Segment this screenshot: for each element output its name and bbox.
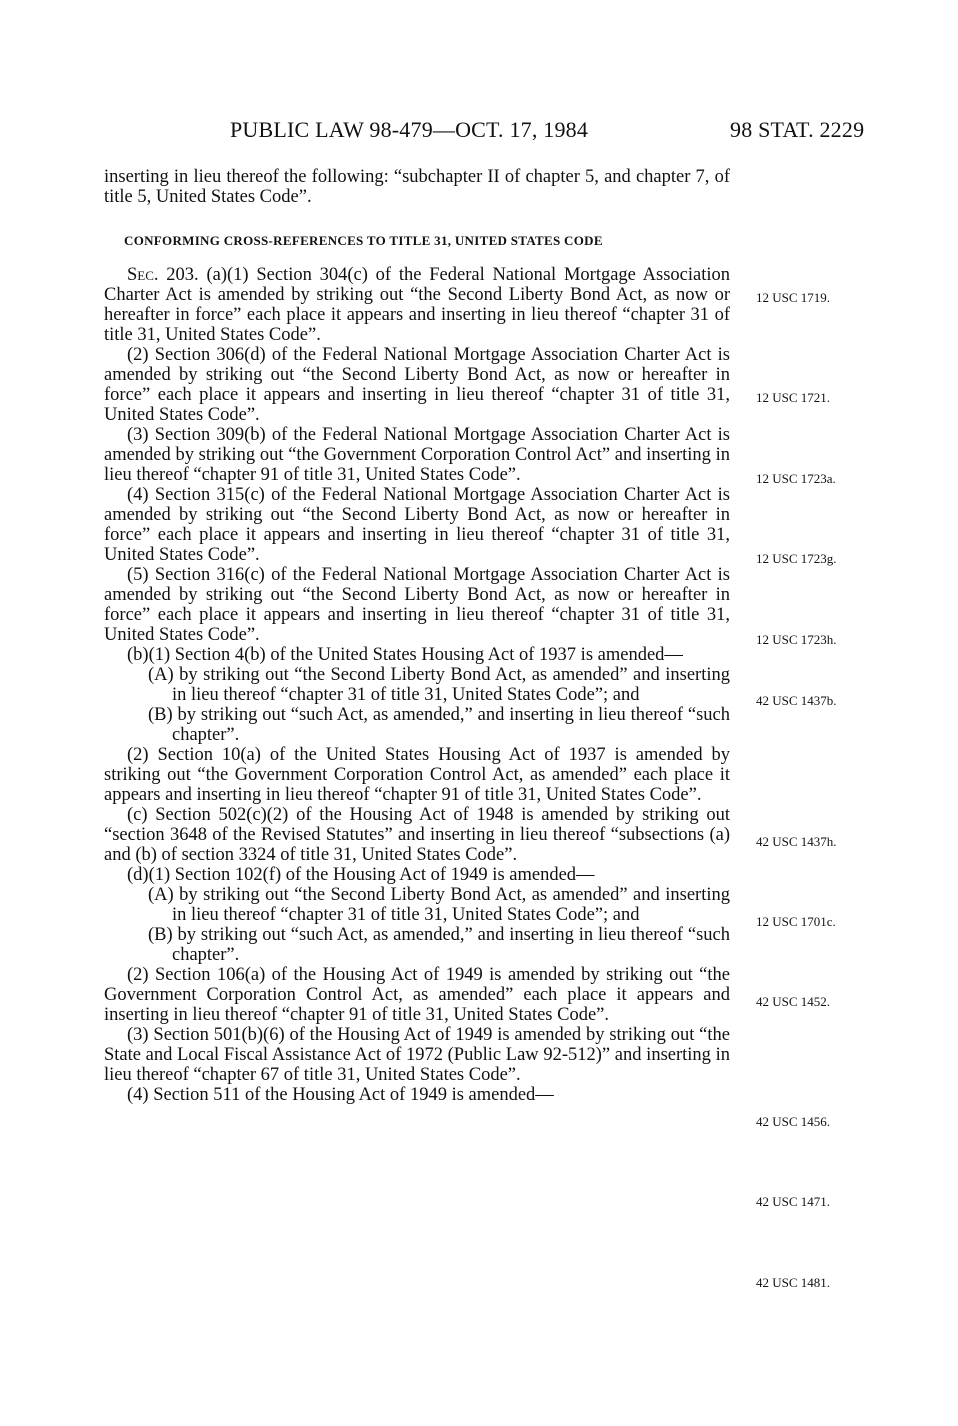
subparagraph: (B) by striking out “such Act, as amended,” and inserting in lieu thereof “such chapter”.: [148, 705, 730, 745]
paragraph: (c) Section 502(c)(2) of the Housing Act of 1948 is amended by striking out “section 3648 of the Revised Statutes” and inserting in lieu thereof “subsections (a) and (b) of section 3324 of title 31, United States Code”.: [104, 805, 730, 865]
section-body: [104, 265, 730, 1105]
intro-text: [104, 167, 730, 207]
margin-citation: 12 USC 1723g.: [756, 551, 837, 566]
margin-citation: 42 USC 1481.: [756, 1275, 831, 1290]
running-header: PUBLIC LAW 98-479—OCT. 17, 1984: [230, 117, 589, 142]
paragraph-text: (a)(1) Section 304(c) of the Federal National Mortgage Association Charter Act is amended by striking out “the Second Liberty Bond Act, as now or hereafter in force” each place it appears and inserting in lieu thereof “chapter 31 of title 31, United States Code”.: [104, 265, 730, 345]
subparagraph: (A) by striking out “the Second Liberty Bond Act, as amended” and inserting in lieu thereof “chapter 31 of title 31, United States Code”; and: [148, 885, 730, 925]
subparagraph: (B) by striking out “such Act, as amended,” and inserting in lieu thereof “such chapter”.: [148, 925, 730, 965]
paragraph: (5) Section 316(c) of the Federal National Mortgage Association Charter Act is amended by striking out “the Second Liberty Bond Act, as now or hereafter in force” each place it appears and inserting in lieu thereof “chapter 31 of title 31, United States Code”.: [104, 565, 730, 645]
paragraph: (d)(1) Section 102(f) of the Housing Act of 1949 is amended—: [127, 865, 595, 885]
subparagraph: (A) by striking out “the Second Liberty Bond Act, as amended” and inserting in lieu thereof “chapter 31 of title 31, United States Code”; and: [148, 665, 730, 705]
margin-citation: 42 USC 1471.: [756, 1194, 831, 1209]
paragraph: (3) Section 501(b)(6) of the Housing Act of 1949 is amended by striking out “the State and Local Fiscal Assistance Act of 1972 (Public Law 92-512)” and inserting in lieu thereof “chapter 67 of title 31, United States Code”.: [104, 1025, 730, 1085]
margin-citation: 12 USC 1719.: [756, 290, 831, 305]
section-label: Sec. 203.: [127, 265, 199, 285]
margin-citation: 42 USC 1437b.: [756, 693, 837, 708]
margin-citation: 42 USC 1452.: [756, 994, 831, 1009]
margin-citation: 12 USC 1723a.: [756, 471, 836, 486]
paragraph: (4) Section 511 of the Housing Act of 1949 is amended—: [127, 1085, 554, 1105]
paragraph: (4) Section 315(c) of the Federal National Mortgage Association Charter Act is amended by striking out “the Second Liberty Bond Act, as now or hereafter in force” each place it appears and inserting in lieu thereof “chapter 31 of title 31, United States Code”.: [104, 485, 730, 565]
margin-citation: 12 USC 1723h.: [756, 632, 837, 647]
paragraph: (b)(1) Section 4(b) of the United States Housing Act of 1937 is amended—: [127, 645, 683, 665]
margin-citation: 12 USC 1701c.: [756, 914, 836, 929]
paragraph: inserting in lieu thereof the following: “subchapter II of chapter 5, and chapter 7, of title 5, United States Code”.: [104, 167, 730, 207]
margin-citation: 12 USC 1721.: [756, 390, 831, 405]
paragraph: (3) Section 309(b) of the Federal National Mortgage Association Charter Act is amended by striking out “the Government Corporation Control Act” and inserting in lieu thereof “chapter 91 of title 31, United States Code”.: [104, 425, 730, 485]
margin-citation: 42 USC 1456.: [756, 1114, 831, 1129]
paragraph: (2) Section 10(a) of the United States Housing Act of 1937 is amended by striking out “the Government Corporation Control Act, as amended” each place it appears and inserting in lieu thereof “chapter 91 of title 31, United States Code”.: [104, 745, 730, 805]
section-heading: CONFORMING CROSS-REFERENCES TO TITLE 31, UNITED STATES CODE: [124, 233, 603, 248]
paragraph: (2) Section 306(d) of the Federal National Mortgage Association Charter Act is amended by striking out “the Second Liberty Bond Act, as now or hereafter in force” each place it appears and inserting in lieu thereof “chapter 31 of title 31, United States Code”.: [104, 345, 730, 425]
margin-citation: 42 USC 1437h.: [756, 834, 837, 849]
paragraph: [104, 265, 730, 345]
paragraph: (2) Section 106(a) of the Housing Act of 1949 is amended by striking out “the Government Corporation Control Act, as amended” each place it appears and inserting in lieu thereof “chapter 91 of title 31, United States Code”.: [104, 965, 730, 1025]
page-number: 98 STAT. 2229: [730, 117, 865, 142]
